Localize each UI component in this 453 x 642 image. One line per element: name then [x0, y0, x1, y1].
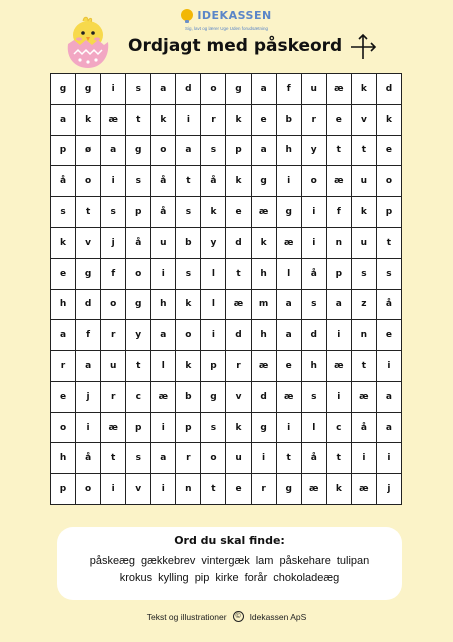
grid-cell: g — [277, 197, 302, 228]
grid-cell: j — [377, 474, 402, 505]
grid-cell: m — [252, 290, 277, 321]
grid-cell: i — [327, 320, 352, 351]
grid-cell: o — [151, 136, 176, 167]
grid-cell: s — [51, 197, 76, 228]
grid-cell: r — [201, 105, 226, 136]
grid-cell: k — [252, 228, 277, 259]
grid-cell: i — [377, 443, 402, 474]
grid-cell: r — [176, 443, 201, 474]
grid-cell: e — [51, 382, 76, 413]
grid-cell: å — [302, 259, 327, 290]
grid-cell: æ — [327, 166, 352, 197]
grid-cell: i — [377, 351, 402, 382]
grid-cell: a — [101, 136, 126, 167]
grid-cell: i — [151, 413, 176, 444]
grid-cell: f — [76, 320, 101, 351]
chick-in-egg-icon — [60, 12, 116, 70]
grid-cell: å — [151, 197, 176, 228]
grid-cell: å — [201, 166, 226, 197]
grid-cell: e — [377, 136, 402, 167]
word-search-grid — [50, 73, 402, 505]
grid-cell: l — [277, 259, 302, 290]
grid-cell: s — [201, 413, 226, 444]
grid-cell: r — [101, 382, 126, 413]
grid-cell: f — [327, 197, 352, 228]
grid-cell: i — [101, 474, 126, 505]
grid-cell: i — [302, 197, 327, 228]
grid-cell: s — [101, 197, 126, 228]
grid-cell: s — [352, 259, 377, 290]
word-item: vintergæk — [201, 555, 250, 567]
grid-cell: æ — [277, 382, 302, 413]
grid-cell: r — [252, 474, 277, 505]
grid-cell: l — [151, 351, 176, 382]
word-list-box — [57, 527, 402, 600]
grid-cell: t — [201, 474, 226, 505]
grid-cell: i — [101, 74, 126, 105]
grid-cell: r — [302, 105, 327, 136]
grid-cell: h — [252, 259, 277, 290]
grid-cell: j — [76, 382, 101, 413]
word-list-line-2 — [57, 570, 402, 587]
grid-cell: æ — [277, 228, 302, 259]
grid-cell: l — [201, 290, 226, 321]
grid-cell: i — [352, 443, 377, 474]
grid-cell: p — [51, 474, 76, 505]
grid-cell: a — [151, 74, 176, 105]
grid-cell: p — [226, 136, 251, 167]
grid-cell: a — [252, 74, 277, 105]
grid-cell: u — [151, 228, 176, 259]
grid-cell: n — [176, 474, 201, 505]
grid-cell: h — [302, 351, 327, 382]
grid-cell: t — [126, 105, 151, 136]
grid-cell: v — [226, 382, 251, 413]
word-item: kylling — [158, 572, 189, 584]
footer-credit: Tekst og illustrationer — [146, 611, 227, 622]
grid-cell: i — [277, 413, 302, 444]
grid-cell: i — [302, 228, 327, 259]
grid-cell: æ — [352, 382, 377, 413]
grid-cell: t — [126, 351, 151, 382]
grid-cell: e — [377, 320, 402, 351]
grid-cell: a — [76, 351, 101, 382]
grid-cell: o — [76, 474, 101, 505]
grid-cell: s — [176, 197, 201, 228]
grid-cell: æ — [352, 474, 377, 505]
grid-cell: p — [201, 351, 226, 382]
grid-cell: o — [377, 166, 402, 197]
grid-cell: a — [252, 136, 277, 167]
grid-cell: o — [302, 166, 327, 197]
grid-cell: e — [327, 105, 352, 136]
grid-cell: g — [76, 259, 101, 290]
grid-cell: p — [51, 136, 76, 167]
grid-cell: å — [76, 443, 101, 474]
grid-cell: i — [176, 105, 201, 136]
grid-cell: g — [201, 382, 226, 413]
grid-cell: h — [51, 443, 76, 474]
grid-cell: k — [352, 197, 377, 228]
grid-cell: c — [327, 413, 352, 444]
grid-cell: d — [226, 228, 251, 259]
grid-cell: y — [201, 228, 226, 259]
grid-cell: k — [377, 105, 402, 136]
word-list-line-1 — [57, 553, 402, 570]
copyright-icon: © — [233, 611, 244, 622]
grid-cell: s — [201, 136, 226, 167]
grid-cell: g — [252, 166, 277, 197]
grid-cell: p — [327, 259, 352, 290]
grid-cell: k — [226, 413, 251, 444]
grid-cell: æ — [327, 74, 352, 105]
grid-cell: g — [51, 74, 76, 105]
grid-cell: å — [377, 290, 402, 321]
grid-cell: o — [201, 443, 226, 474]
grid-cell: h — [51, 290, 76, 321]
grid-cell: k — [151, 105, 176, 136]
grid-cell: s — [126, 166, 151, 197]
grid-cell: s — [302, 290, 327, 321]
grid-cell: u — [302, 74, 327, 105]
grid-cell: p — [377, 197, 402, 228]
grid-cell: å — [151, 166, 176, 197]
grid-cell: g — [277, 474, 302, 505]
grid-cell: v — [126, 474, 151, 505]
word-item: gækkebrev — [141, 555, 196, 567]
grid-cell: i — [76, 413, 101, 444]
grid-cell: t — [226, 259, 251, 290]
grid-cell: k — [176, 351, 201, 382]
grid-cell: v — [352, 105, 377, 136]
grid-cell: k — [76, 105, 101, 136]
grid-cell: i — [277, 166, 302, 197]
grid-cell: t — [277, 443, 302, 474]
grid-cell: k — [226, 105, 251, 136]
grid-cell: ø — [76, 136, 101, 167]
grid-cell: u — [226, 443, 251, 474]
word-item: pip — [194, 572, 210, 584]
grid-cell: d — [176, 74, 201, 105]
grid-cell: v — [76, 228, 101, 259]
grid-cell: u — [352, 166, 377, 197]
grid-cell: å — [302, 443, 327, 474]
grid-cell: i — [201, 320, 226, 351]
grid-cell: z — [352, 290, 377, 321]
grid-cell: s — [126, 74, 151, 105]
grid-cell: a — [377, 413, 402, 444]
grid-cell: k — [226, 166, 251, 197]
grid-cell: a — [51, 320, 76, 351]
grid-cell: a — [176, 136, 201, 167]
grid-cell: æ — [151, 382, 176, 413]
grid-cell: g — [126, 290, 151, 321]
grid-cell: å — [51, 166, 76, 197]
grid-cell: p — [126, 413, 151, 444]
grid-cell: l — [201, 259, 226, 290]
word-item: tulipan — [336, 555, 370, 567]
grid-cell: i — [151, 259, 176, 290]
grid-cell: j — [101, 228, 126, 259]
grid-cell: p — [126, 197, 151, 228]
grid-cell: b — [277, 105, 302, 136]
grid-cell: k — [51, 228, 76, 259]
word-item: krokus — [119, 572, 153, 584]
grid-cell: s — [176, 259, 201, 290]
grid-cell: a — [51, 105, 76, 136]
grid-cell: y — [302, 136, 327, 167]
grid-cell: b — [176, 228, 201, 259]
grid-cell: s — [302, 382, 327, 413]
grid-cell: æ — [302, 474, 327, 505]
grid-cell: o — [76, 166, 101, 197]
grid-cell: h — [151, 290, 176, 321]
footer — [0, 611, 453, 622]
grid-cell: æ — [101, 413, 126, 444]
grid-cell: l — [302, 413, 327, 444]
grid-cell: t — [352, 351, 377, 382]
grid-cell: d — [252, 382, 277, 413]
grid-cell: a — [327, 290, 352, 321]
grid-cell: r — [51, 351, 76, 382]
grid-cell: o — [201, 74, 226, 105]
grid-cell: y — [126, 320, 151, 351]
word-item: kirke — [215, 572, 239, 584]
footer-company: Idekassen ApS — [249, 611, 307, 622]
grid-cell: s — [126, 443, 151, 474]
grid-cell: o — [176, 320, 201, 351]
grid-cell: k — [176, 290, 201, 321]
grid-cell: d — [226, 320, 251, 351]
grid-cell: t — [176, 166, 201, 197]
grid-cell: t — [327, 443, 352, 474]
grid-cell: b — [176, 382, 201, 413]
grid-cell: i — [101, 166, 126, 197]
grid-cell: æ — [327, 351, 352, 382]
grid-cell: o — [126, 259, 151, 290]
grid-cell: e — [226, 197, 251, 228]
grid-cell: f — [277, 74, 302, 105]
grid-cell: æ — [252, 197, 277, 228]
grid-cell: a — [377, 382, 402, 413]
grid-cell: f — [101, 259, 126, 290]
grid-cell: k — [201, 197, 226, 228]
brand-tagline: Sig, lavt og lærer Uge Uden forudsætning — [184, 26, 269, 31]
grid-cell: a — [151, 443, 176, 474]
grid-cell: e — [51, 259, 76, 290]
grid-cell: g — [76, 74, 101, 105]
grid-cell: n — [352, 320, 377, 351]
grid-cell: o — [101, 290, 126, 321]
direction-arrows-icon — [348, 32, 378, 62]
grid-cell: t — [76, 197, 101, 228]
grid-cell: r — [101, 320, 126, 351]
grid-cell: p — [176, 413, 201, 444]
grid-cell: g — [252, 413, 277, 444]
grid-cell: n — [327, 228, 352, 259]
grid-cell: t — [352, 136, 377, 167]
grid-cell: g — [226, 74, 251, 105]
word-item: påskehare — [279, 555, 331, 567]
grid-cell: u — [352, 228, 377, 259]
lightbulb-icon — [181, 9, 193, 21]
grid-cell: r — [226, 351, 251, 382]
word-item: chokoladeæg — [273, 572, 340, 584]
grid-cell: h — [252, 320, 277, 351]
grid-cell: g — [126, 136, 151, 167]
grid-cell: e — [277, 351, 302, 382]
grid-cell: i — [151, 474, 176, 505]
grid-cell: h — [277, 136, 302, 167]
grid-cell: t — [101, 443, 126, 474]
grid-cell: å — [126, 228, 151, 259]
word-list-heading: Ord du skal finde: — [174, 534, 285, 547]
word-item: forår — [244, 572, 268, 584]
grid-cell: o — [51, 413, 76, 444]
grid-cell: a — [277, 290, 302, 321]
grid-cell: i — [327, 382, 352, 413]
grid-cell: a — [151, 320, 176, 351]
grid-cell: d — [76, 290, 101, 321]
word-item: lam — [255, 555, 274, 567]
grid-cell: s — [377, 259, 402, 290]
page-title: Ordjagt med påskeord — [128, 36, 343, 56]
brand-name: IDEKASSEN — [197, 8, 272, 22]
grid-cell: t — [377, 228, 402, 259]
grid-cell: u — [101, 351, 126, 382]
grid-cell: d — [302, 320, 327, 351]
grid-cell: æ — [226, 290, 251, 321]
grid-cell: æ — [101, 105, 126, 136]
grid-cell: i — [252, 443, 277, 474]
grid-cell: d — [377, 74, 402, 105]
grid-cell: æ — [252, 351, 277, 382]
grid-cell: a — [277, 320, 302, 351]
grid-cell: k — [352, 74, 377, 105]
word-item: påskeæg — [89, 555, 135, 567]
grid-cell: c — [126, 382, 151, 413]
grid-cell: e — [226, 474, 251, 505]
grid-cell: å — [352, 413, 377, 444]
grid-cell: e — [252, 105, 277, 136]
grid-cell: t — [327, 136, 352, 167]
grid-cell: k — [327, 474, 352, 505]
